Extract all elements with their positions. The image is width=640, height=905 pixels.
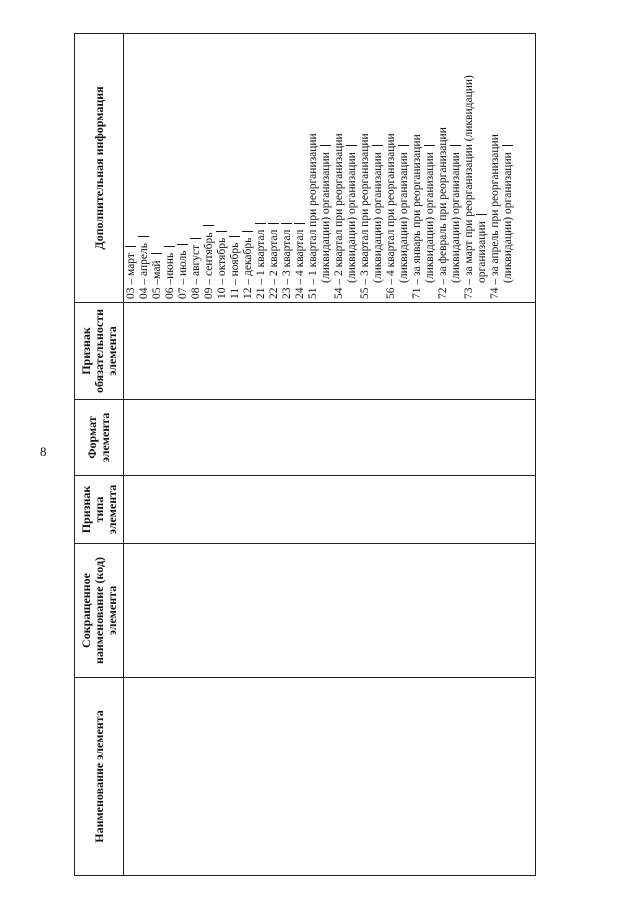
handwritten-mark [320,145,331,146]
info-line-text: 06 –июнь [164,252,176,299]
info-line [424,37,437,299]
cell-type-sign [124,476,536,544]
elements-table [74,33,536,876]
info-line-text: 56 – 4 квартал при реорганизации [385,133,397,299]
info-line [359,37,372,299]
page-number: 8 [40,444,47,459]
table-row [124,34,536,876]
info-line [164,37,177,299]
info-line-text: 07 – июль [177,250,189,299]
table-header-row [75,34,124,876]
handwritten-mark [502,145,513,146]
handwritten-mark [125,246,136,247]
info-line-text: 72 – за февраль при реорганизации [437,127,449,299]
info-line [476,37,489,299]
info-line [450,37,463,299]
handwritten-mark [242,231,253,232]
info-line-text: (ликвидации) организации [398,152,410,283]
info-line [177,37,190,299]
handwritten-mark [164,246,175,247]
info-line-text: 10 – октябрь [216,237,228,299]
info-line-text: 23 – 3 квартал [281,229,293,299]
info-line [372,37,385,299]
header-format: Формат элемента [75,400,124,476]
info-line-text: (ликвидации) организации [424,152,436,283]
info-line-text: 03 – март [125,253,137,299]
info-line-text: 54 – 2 квартал при реорганизации [333,133,345,299]
info-line [268,37,281,299]
handwritten-mark [255,223,266,224]
handwritten-mark [424,145,435,146]
header-additional-info: Дополнительная информация [75,34,124,303]
cell-format [124,400,536,476]
info-line [281,37,294,299]
handwritten-mark [398,145,409,146]
info-line-text: 09 – сентябрь [203,232,215,299]
handwritten-mark [151,253,162,254]
handwritten-mark [229,236,240,237]
info-line-text: 71 – за январь при реорганизации [411,134,423,299]
info-line-text: 73 – за март при реорганизации (ликвидации) [463,75,475,299]
info-line [294,37,307,299]
info-line [125,37,138,299]
handwritten-mark [372,145,383,146]
cell-short-name [124,544,536,678]
info-line-text: 74 – за апрель при реорганизации [489,134,501,299]
info-line [255,37,268,299]
header-required-sign: Признак обязательности элемента [75,303,124,400]
info-line [346,37,359,299]
handwritten-mark [476,214,487,215]
info-line [489,37,502,299]
cell-required-sign [124,303,536,400]
info-line [320,37,333,299]
info-line-text: 55 – 3 квартал при реорганизации [359,133,371,299]
handwritten-mark [268,223,279,224]
info-line [502,37,515,299]
info-line-text: 51 – 1 квартал при реорганизации [307,133,319,299]
handwritten-mark [203,225,214,226]
info-line [138,37,151,299]
info-line-text: 08 – август [190,244,202,299]
info-line-text: (ликвидации) организации [450,152,462,283]
handwritten-mark [294,223,305,224]
header-type-sign: Признак типа элемента [75,476,124,544]
handwritten-mark [450,145,461,146]
info-line [216,37,229,299]
info-line [463,37,476,299]
info-line-text: 22 – 2 квартал [268,229,280,299]
info-line-text: 21 – 1 квартал [255,229,267,299]
info-line [229,37,242,299]
handwritten-mark [216,231,227,232]
info-line-text: 12 – декабрь [242,237,254,299]
handwritten-mark [190,238,201,239]
info-line-text: 24 – 4 квартал [294,229,306,299]
info-line-text: (ликвидации) организации [372,152,384,283]
header-element-name: Наименование элемента [75,678,124,876]
info-line-text: (ликвидации) организации [502,152,514,283]
info-line [333,37,346,299]
info-line [242,37,255,299]
info-line [385,37,398,299]
info-line [307,37,320,299]
info-line [437,37,450,299]
handwritten-mark [138,236,149,237]
info-line [190,37,203,299]
info-line-text: (ликвидации) организации [320,152,332,283]
rotated-table-container [74,34,536,876]
info-line [411,37,424,299]
info-line-text: 05 –май [151,260,163,299]
info-line [398,37,411,299]
info-line-text: организации [476,221,488,283]
header-short-name: Сокращенное наименование (код) элемента [75,544,124,678]
info-line-text: 11 – ноябрь [229,242,241,299]
info-line [151,37,164,299]
info-line [203,37,216,299]
info-line-text: 04 – апрель [138,243,150,299]
info-line-text: (ликвидации) организации [346,152,358,283]
handwritten-mark [346,145,357,146]
handwritten-mark [177,244,188,245]
cell-additional-info [124,34,536,303]
cell-element-name [124,678,536,876]
handwritten-mark [281,223,292,224]
